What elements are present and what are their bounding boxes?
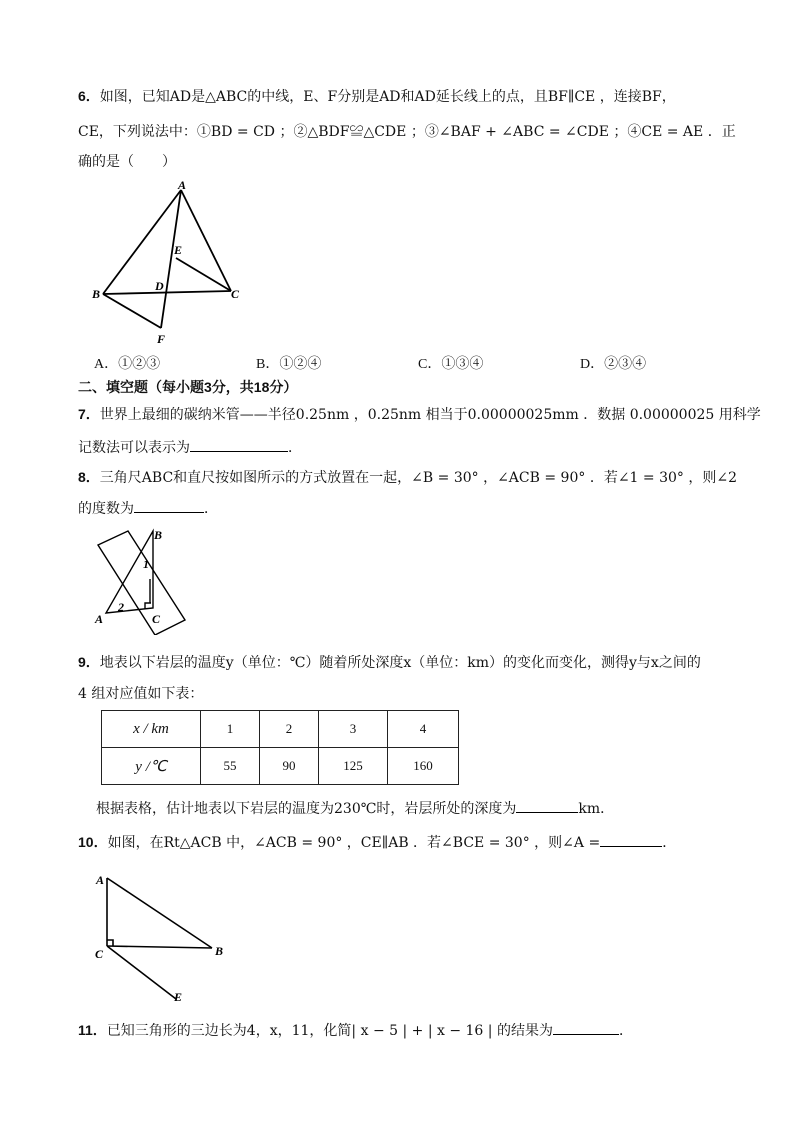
table-cell: 4	[388, 711, 459, 748]
q10-period: ．	[662, 835, 677, 851]
q11-period: ．	[618, 1023, 633, 1039]
q10-number: 10．	[78, 834, 108, 850]
q6-label-e: E	[174, 243, 183, 257]
q10-seg-AB	[107, 878, 212, 948]
q8-stem-line2: 的度数为	[78, 501, 134, 517]
q8-label-angle1: 1	[143, 557, 149, 571]
q11-answer-blank[interactable]	[553, 1020, 619, 1035]
q6-figure	[88, 178, 258, 348]
table-cell: 1	[201, 711, 260, 748]
q9-table	[101, 710, 459, 785]
q6-option-c[interactable]: C．①③④	[418, 357, 484, 372]
q8-triangle-outer	[106, 531, 153, 613]
q11-number: 11．	[78, 1022, 107, 1038]
q9-after-text: 根据表格，估计地表以下岩层的温度为230℃时，岩层所处的深度为	[96, 801, 517, 817]
table-row	[102, 748, 459, 785]
q9-unit: km．	[578, 801, 615, 817]
q7-answer-blank[interactable]	[190, 437, 288, 452]
q8-line2	[78, 498, 218, 519]
q8-number: 8．	[78, 469, 100, 485]
q6-option-b[interactable]: B．①②④	[256, 357, 322, 372]
q8-stem-line1: 三角尺ABC和直尺按如图所示的方式放置在一起，∠B = 30° ，∠ACB = 90° ．若∠1 = 30° ，则∠2	[99, 470, 737, 486]
q7-stem-line1: 世界上最细的碳纳米管——半径0.25nm ，0.25nm 相当于0.00000025mm ．数据 0.00000025 用科学	[99, 407, 761, 423]
q10-line1	[78, 832, 676, 853]
q8-label-b: B	[154, 528, 163, 542]
q10-stem: 如图，在Rt△ACB 中，∠ACB = 90° ，CE∥AB ．若∠BCE = 30° ，则∠A =	[107, 835, 601, 851]
q6-line2: CE，下列说法中：①BD = CD ；②△BDF≌△CDE ；③∠BAF + ∠ABC = ∠CDE ；④CE = AE ．正	[78, 124, 736, 140]
table-row	[102, 711, 459, 748]
table-cell: 90	[260, 748, 319, 785]
q6-number: 6．	[78, 88, 100, 104]
table-cell: 2	[260, 711, 319, 748]
table-cell: 160	[388, 748, 459, 785]
table-cell: 125	[319, 748, 388, 785]
q10-label-b: B	[215, 944, 224, 958]
q6-line3: 确的是（ ）	[78, 154, 176, 170]
q8-label-a: A	[95, 612, 104, 626]
q8-label-c: C	[152, 612, 161, 626]
q9-stem-line1: 地表以下岩层的温度y（单位：℃）随着所处深度x（单位：km）的变化而变化，测得y与x之间的	[99, 655, 701, 671]
q6-label-b: B	[92, 287, 101, 301]
q10-label-a: A	[96, 873, 105, 887]
q6-label-a: A	[178, 178, 187, 192]
q10-seg-CE	[107, 946, 176, 999]
q10-answer-blank[interactable]	[600, 832, 662, 847]
q9-line1	[78, 652, 701, 673]
q9-line2: 4 组对应值如下表：	[78, 686, 204, 702]
q8-ruler	[98, 531, 185, 635]
q10-figure	[90, 866, 240, 1006]
q6-label-f: F	[157, 332, 166, 346]
q6-seg-AB	[103, 190, 181, 294]
q8-period: ．	[204, 501, 218, 517]
q10-label-e: E	[174, 990, 183, 1004]
table-cell: 3	[319, 711, 388, 748]
q8-answer-blank[interactable]	[134, 498, 204, 513]
q6-line1	[78, 86, 676, 107]
q7-line2	[78, 437, 302, 458]
q7-period: ．	[288, 440, 302, 456]
q9-number: 9．	[78, 654, 100, 670]
q10-label-c: C	[95, 947, 104, 961]
q11-stem: 已知三角形的三边长为4，x，11，化简| x − 5 | + | x − 16 | 的结果为	[106, 1023, 553, 1039]
table-cell: y /℃	[102, 748, 201, 785]
q6-label-d: D	[155, 279, 164, 293]
q6-option-a[interactable]: A．①②③	[94, 357, 161, 372]
table-cell: 55	[201, 748, 260, 785]
table-cell: x / km	[102, 711, 201, 748]
q9-after	[96, 798, 614, 819]
q8-figure	[90, 525, 200, 635]
q7-number: 7．	[78, 406, 100, 422]
q6-label-c: C	[231, 287, 240, 301]
q8-line1	[78, 467, 737, 488]
q6-seg-BF	[103, 294, 161, 328]
section-title: 二、填空题（每小题3分，共18分）	[78, 379, 298, 395]
q10-seg-CB	[107, 946, 212, 948]
q11-line1	[78, 1020, 633, 1041]
q6-option-d[interactable]: D．②③④	[580, 357, 647, 372]
q6-stem-line1: 如图，已知AD是△ABC的中线，E、F分别是AD和AD延长线上的点，且BF∥CE ，连接BF，	[99, 89, 676, 105]
q8-label-angle2: 2	[118, 600, 124, 614]
q7-stem-line2: 记数法可以表示为	[78, 440, 190, 456]
q9-answer-blank[interactable]	[516, 798, 578, 813]
q10-right-angle-mark	[107, 940, 113, 946]
q7-line1	[78, 404, 761, 425]
